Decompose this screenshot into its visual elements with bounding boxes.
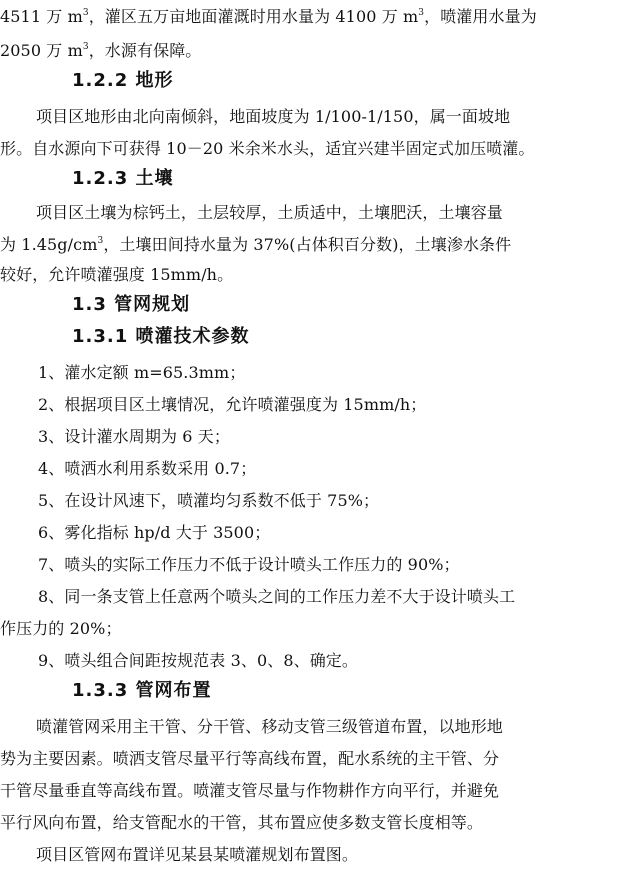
paragraph-line: 势为主要因素。喷洒支管尽量平行等高线布置，配水系统的主干管、分 <box>0 749 500 768</box>
list-item: 6、雾化指标 hp/d 大于 3500； <box>38 523 271 542</box>
list-item: 1、灌水定额 m=65.3mm； <box>38 363 246 382</box>
section-heading: 1.2.3 土壤 <box>72 168 174 189</box>
section-heading: 1.3 管网规划 <box>72 294 191 315</box>
list-item-continuation: 作压力的 20%； <box>0 619 122 638</box>
paragraph-line: 平行风向布置，给支管配水的干管，其布置应使多数支管长度相等。 <box>0 813 484 832</box>
paragraph-line: 项目区土壤为棕钙土，土层较厚，土质适中，土壤肥沃，土壤容量 <box>36 203 503 222</box>
paragraph-line: 形。自水源向下可获得 10－20 米余米水头，适宜兴建半固定式加压喷灌。 <box>0 139 535 158</box>
section-heading: 1.2.2 地形 <box>72 70 174 91</box>
list-item: 4、喷洒水利用系数采用 0.7； <box>38 459 257 478</box>
section-heading: 1.3.3 管网布置 <box>72 680 212 701</box>
list-item: 5、在设计风速下，喷灌均匀系数不低于 75%； <box>38 491 380 510</box>
list-item: 3、设计灌水周期为 6 天； <box>38 427 230 446</box>
list-item: 8、同一条支管上任意两个喷头之间的工作压力差不大于设计喷头工 <box>38 587 516 606</box>
section-heading: 1.3.1 喷灌技术参数 <box>72 326 250 347</box>
list-item: 7、喷头的实际工作压力不低于设计喷头工作压力的 90%； <box>38 555 460 574</box>
paragraph-line: 4511 万 $m^3$，灌区五万亩地面灌溉时用水量为 4100 万 $m^3$，喷灌用水量为 <box>0 7 537 26</box>
paragraph-line: 喷灌管网采用主干管、分干管、移动支管三级管道布置，以地形地 <box>36 717 503 736</box>
paragraph-line: 项目区管网布置详见某县某喷灌规划布置图。 <box>36 845 359 864</box>
list-item: 2、根据项目区土壤情况，允许喷灌强度为 15mm/h； <box>38 395 427 414</box>
paragraph-line: 干管尽量垂直等高线布置。喷灌支管尽量与作物耕作方向平行，并避免 <box>0 781 500 800</box>
paragraph-line: 为 $1.45g/cm^3$，土壤田间持水量为 37%(占体积百分数)，土壤渗水条件 <box>0 235 512 254</box>
paragraph-line: 项目区地形由北向南倾斜，地面坡度为 1/100-1/150，属一面坡地 <box>36 107 511 126</box>
paragraph-line: 较好，允许喷灌强度 15mm/h。 <box>0 265 234 284</box>
list-item: 9、喷头组合间距按规范表 3、0、8、确定。 <box>38 651 359 670</box>
paragraph-line: 2050 万 $m^3$，水源有保障。 <box>0 41 202 60</box>
